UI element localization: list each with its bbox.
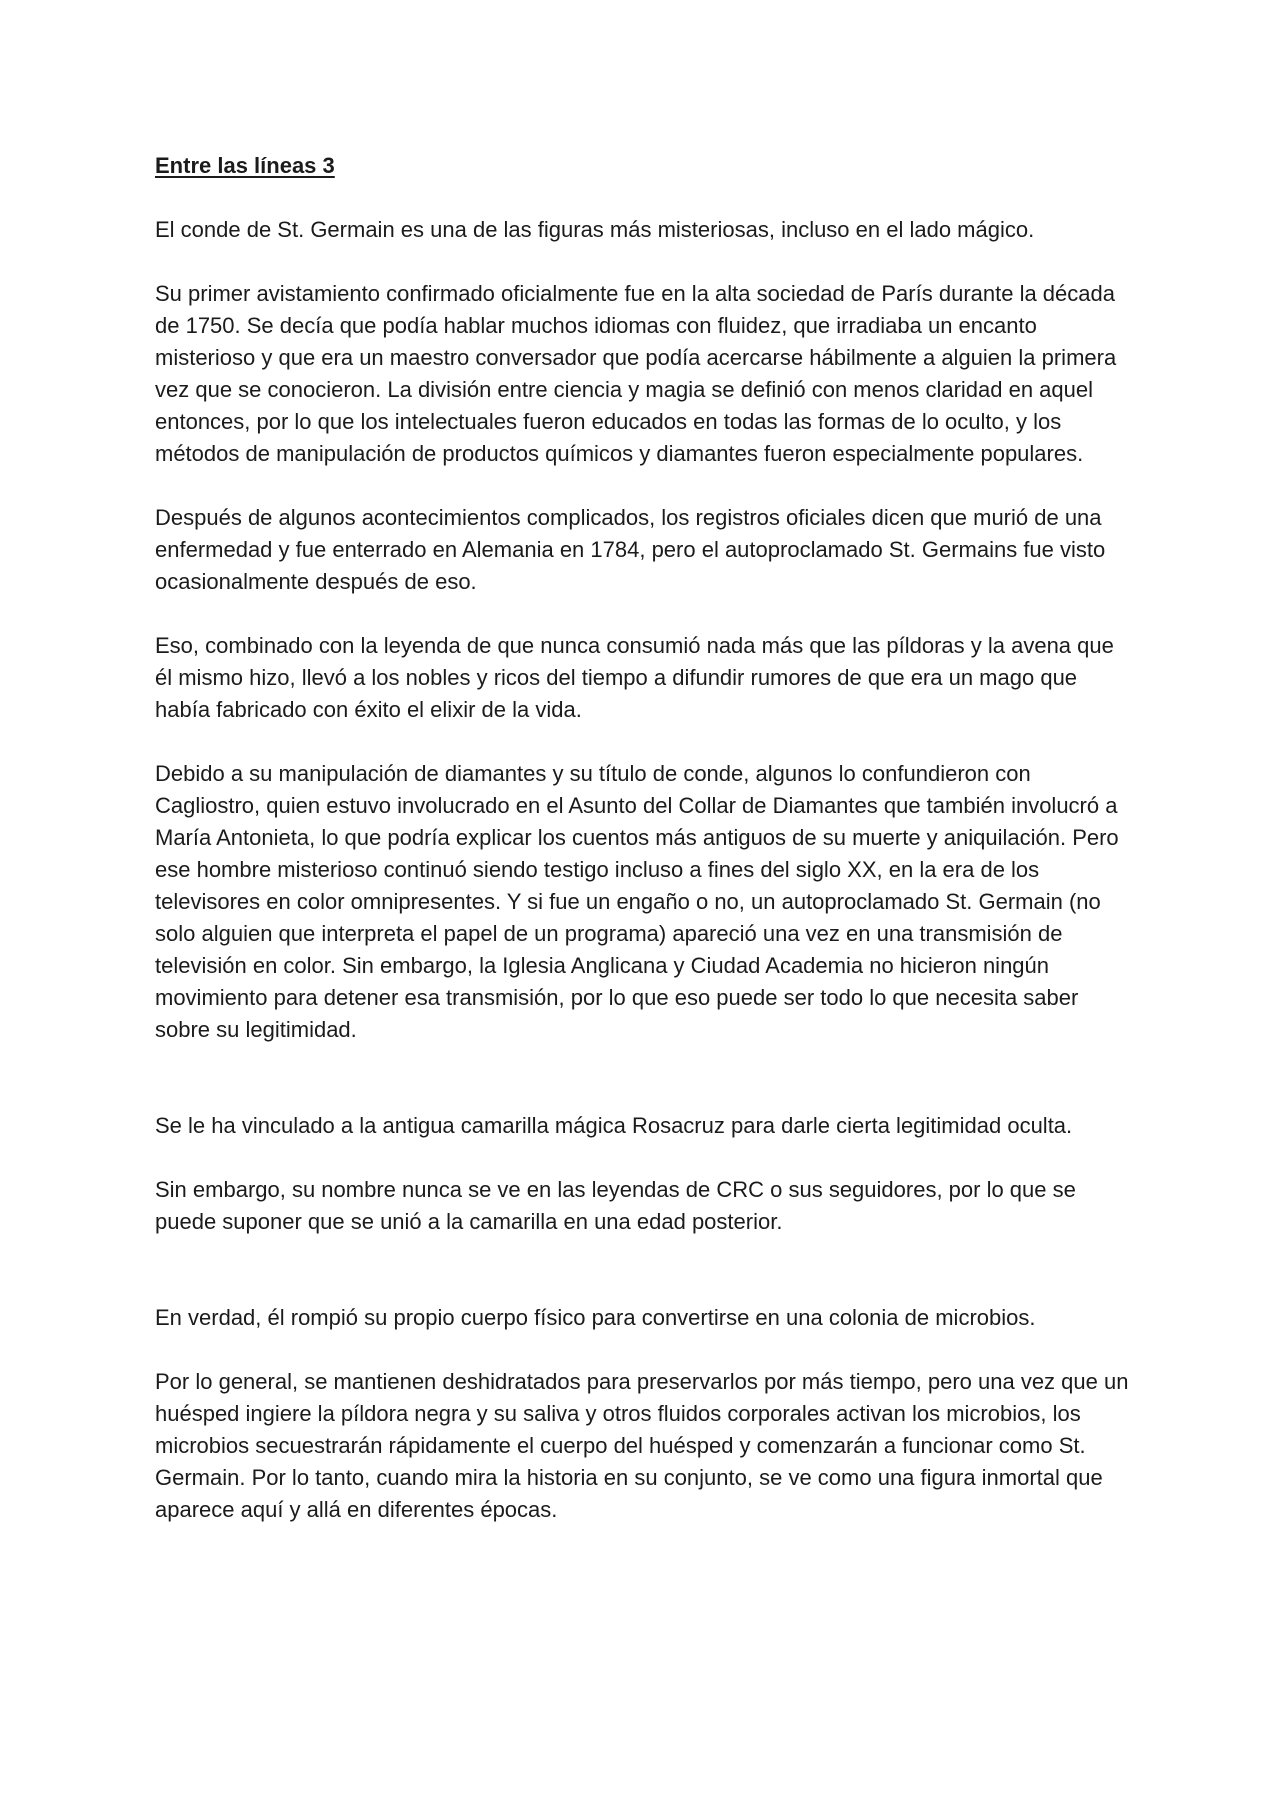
paragraph: Debido a su manipulación de diamantes y su título de conde, algunos lo confundieron con Cagliostro, quien estuvo involucrado en el Asunto del Collar de Diamantes que también involucró a María Antonieta, lo que podría explicar los cuentos más antiguos de su muerte y aniquilación. Pero ese hombre misterioso continuó siendo testigo incluso a fines del siglo XX, en la era de los televisores en color omnipresentes. Y si fue un engaño o no, un autoproclamado St. Germain (no solo alguien que interpreta el papel de un programa) apareció una vez en una transmisión de televisión en color. Sin embargo, la Iglesia Anglicana y Ciudad Academia no hicieron ningún movimiento para detener esa transmisión, por lo que eso puede ser todo lo que necesita saber sobre su legitimidad. xyxy=(155,761,1119,1042)
document-title: Entre las líneas 3 xyxy=(155,153,335,178)
paragraph: Después de algunos acontecimientos complicados, los registros oficiales dicen que murió de una enfermedad y fue enterrado en Alemania en 1784, pero el autoproclamado St. Germains fue visto ocasionalmente después de eso. xyxy=(155,505,1106,594)
paragraph: El conde de St. Germain es una de las figuras más misteriosas, incluso en el lado mágico. xyxy=(155,217,1035,242)
paragraph: Su primer avistamiento confirmado oficialmente fue en la alta sociedad de París durante la década de 1750. Se decía que podía hablar muchos idiomas con fluidez, que irradiaba un encanto misterioso y que era un maestro conversador que podía acercarse hábilmente a alguien la primera vez que se conocieron. La división entre ciencia y magia se definió con menos claridad en aquel entonces, por lo que los intelectuales fueron educados en todas las formas de lo oculto, y los métodos de manipulación de productos químicos y diamantes fueron especialmente populares. xyxy=(155,281,1117,466)
paragraph: Eso, combinado con la leyenda de que nunca consumió nada más que las píldoras y la avena que él mismo hizo, llevó a los nobles y ricos del tiempo a difundir rumores de que era un mago que había fabricado con éxito el elixir de la vida. xyxy=(155,633,1114,722)
paragraph: Por lo general, se mantienen deshidratados para preservarlos por más tiempo, pero una vez que un huésped ingiere la píldora negra y su saliva y otros fluidos corporales activan los microbios, los microbios secuestrarán rápidamente el cuerpo del huésped y comenzarán a funcionar como St. Germain. Por lo tanto, cuando mira la historia en su conjunto, se ve como una figura inmortal que aparece aquí y allá en diferentes épocas. xyxy=(155,1369,1129,1522)
document-body xyxy=(155,150,1135,1558)
paragraph: Se le ha vinculado a la antigua camarilla mágica Rosacruz para darle cierta legitimidad oculta. xyxy=(155,1113,1073,1138)
section-gap xyxy=(155,1078,1135,1110)
paragraph: Sin embargo, su nombre nunca se ve en las leyendas de CRC o sus seguidores, por lo que se puede suponer que se unió a la camarilla en una edad posterior. xyxy=(155,1177,1076,1234)
paragraph: En verdad, él rompió su propio cuerpo físico para convertirse en una colonia de microbios. xyxy=(155,1305,1036,1330)
section-gap xyxy=(155,1270,1135,1302)
